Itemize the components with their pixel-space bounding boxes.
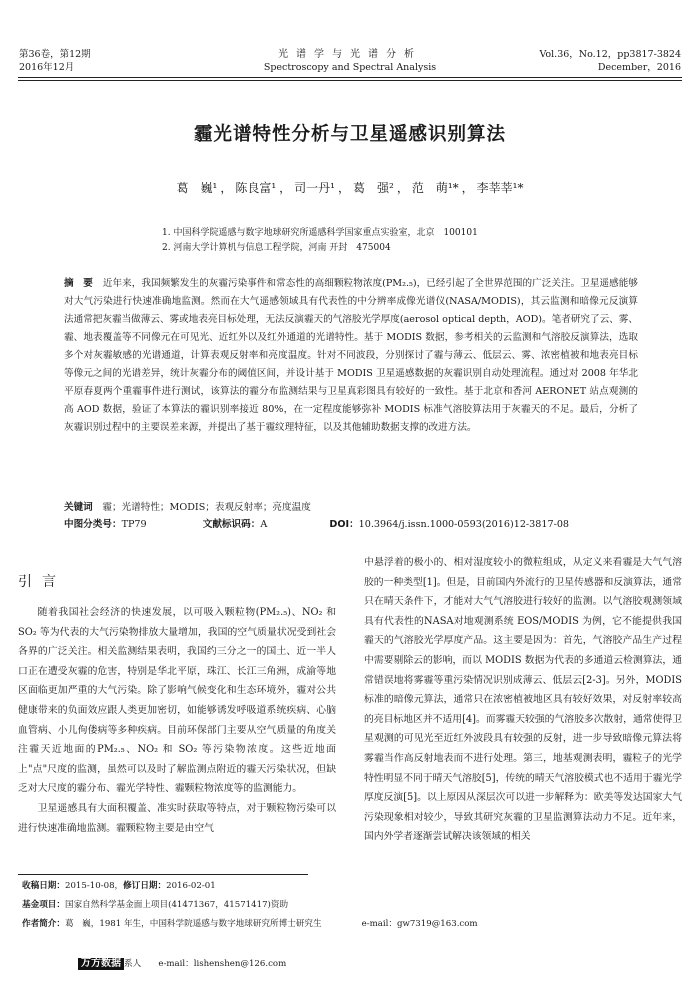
section-heading: 引言 xyxy=(18,574,66,590)
author-list: 葛 巍¹ ， 陈良富¹ ， 司一丹¹ ， 葛 强² ， 范 萌¹* ， 李莘莘¹* xyxy=(176,181,524,195)
doi-label: DOI： xyxy=(329,519,359,530)
paragraph: 卫星遥感具有大面积覆盖、准实时获取等特点，对于颗粒物污染可以进行快速准确地监测。霾颗粒物主要是由空气 xyxy=(18,802,336,834)
volume-pages: Vol.36，No.12，pp3817-3824 xyxy=(539,49,681,60)
clc-value: TP79 xyxy=(121,519,147,530)
wanfang-watermark: 万方数据 xyxy=(78,958,124,970)
keywords-text: 霾；光谱特性；MODIS；表观反射率；亮度温度 xyxy=(102,502,311,513)
author: 范 萌¹* xyxy=(411,181,459,195)
received-date: 2015-10-08， xyxy=(64,881,124,891)
keywords xyxy=(64,500,664,516)
classification-line xyxy=(64,517,664,533)
abstract xyxy=(64,275,638,437)
author: 陈良富¹ xyxy=(235,181,277,195)
doc-code-label: 文献标识码： xyxy=(202,519,261,530)
clc-label: 中图分类号： xyxy=(64,519,122,530)
affiliation-2: 2. 河南大学计算机与信息工程学院，河南 开封 475004 xyxy=(162,243,391,253)
volume-issue: 第36卷，第12期 xyxy=(19,49,91,60)
paragraph: 随着我国社会经济的快速发展，以可吸入颗粒物(PM₂.₅)、NO₂ 和 SO₂ 等为代表的大气污染物排放大量增加，我国的空气质量状况受到社会各界的广泛关注。相关监测结果表明，我国约三分之一的国土、近一半人口正在遭受灰霾的危害，特别是华北平原，珠江、长江三角洲，成渝等地区面临更加严重的大气污染。除了影响气候变化和生态环境外，霾对公共健康带来的负面效应跟人类更加密切，如能够诱发呼吸道系统疾病、心脑血管病、小儿佝偻病等多种疾病。目前环保部门主要从空气质量的角度关注霾天近地面的PM₂.₅、NO₂ 和 SO₂ 等污染物浓度。这些近地面上"点"尺度的监测，虽然可以及时了解监测点附近的霾天污染状况，但缺乏对大尺度的霾分布、霾光学特性、霾颗粒物浓度等的监测能力。 xyxy=(18,607,336,795)
abstract-text: 近年来，我国频繁发生的灰霾污染事件和常态性的高细颗粒物浓度(PM₂.₅)，已经引起了全世界范围的广泛关注。卫星遥感能够对大气污染进行快速准确地监测。然而在大气遥感领域具有代表性的中分辨率成像光谱仪(NASA/MODIS)，其云监测和暗像元反演算法通常把灰霾当做薄云、雾或地表亮目标处理，无法反演霾天的气溶胶光学厚度(aerosol optical depth，AOD)。笔者研究了云、雾、霾、地表覆盖等不同像元在可见光、近红外以及红外通道的光谱特性。基于 MODIS 数据，参考相关的云监测和气溶胶反演算法，选取多个对灰霾敏感的光谱通道，计算表观反射率和亮度温度。针对不同波段，分别探讨了霾与薄云、低层云、雾、浓密植被和地表亮目标等像元之间的光谱差异，统计灰霾分布的阈值区间，并设计基于 MODIS 卫星遥感数据的灰霾识别自动处理流程。通过对 2008 年华北平原春夏两个重霾事件进行测试，该算法的霾分布监测结果与卫星真彩图具有较好的一致性。基于北京和香河 AERONET 站点观测的高 AOD 数据，验证了本算法的霾识别率接近 80%，在一定程度能够弥补 MODIS 标准气溶胶算法用于灰霾天的不足。最后，分析了灰霾识别过程中的主要误差来源，并提出了基于霾纹理特征，以及其他辅助数据支撑的改进方法。 xyxy=(64,278,638,433)
header-rule-bottom xyxy=(18,80,682,81)
keywords-label: 关键词 xyxy=(64,502,93,513)
author-bio: 葛 巍，1981 年生，中国科学院遥感与数字地球研究所博士研究生 xyxy=(64,919,322,929)
paper-title: 霾光谱特性分析与卫星遥感识别算法 xyxy=(193,124,506,145)
footnote-rule xyxy=(18,874,308,875)
revised-date: 2016-02-01 xyxy=(166,881,216,891)
header-rule-top xyxy=(18,77,682,78)
footnote-author xyxy=(22,918,682,930)
author-bio-label: 作者简介： xyxy=(22,919,65,929)
doc-code-value: A xyxy=(260,519,268,530)
doi-value: 10.3964/j.issn.1000-0593(2016)12-3817-08 xyxy=(358,519,570,530)
fund-text: 国家自然科学基金面上项目(41471367，41571417)资助 xyxy=(64,900,289,910)
footnote-fund xyxy=(22,899,288,911)
abstract-label: 摘 要 xyxy=(64,278,93,289)
paragraph: 中悬浮着的极小的、相对湿度较小的微粒组成，从定义来看霾是大气气溶胶的一种类型[1]。但是，目前国内外流行的卫星传感器和反演算法，通常只在晴天条件下，才能对大气气溶胶进行较好的监测。以气溶胶观测领域具有代表性的NASA对地观测系统 EOS/MODIS 为例，它不能提供我国霾天的气溶胶光学厚度产品。这主要是因为：首先，气溶胶产品生产过程中需要剔除云的影响，而以 MODIS 数据为代表的多通道云检测算法，通常错误地将雾霾等重污染情况识别成薄云、低层云[2-3]。另外，MODIS 标准的暗像元算法，通常只在浓密植被地区具有较好效果，对反射率较高的亮目标地区并不适用[4]。而雾霾天较强的气溶胶多次散射，通常使得卫星观测的可见光至近红外波段具有较强的反射，进一步导致暗像元算法将雾霾当作高反射地表而不进行处理。第三，地基观测表明，霾粒子的光学特性明显不同于晴天气溶胶[5]，传统的晴天气溶胶模式也不适用于霾光学厚度反演[5]。以上原因从深层次可以进一步解释为：欧美等发达国家大气污染现象相对较少，导致其研究灰霾的卫星监测算法动力不足。近年来，国内外学者逐渐尝试解决该领域的相关 xyxy=(364,557,682,843)
footnote-dates xyxy=(22,880,216,892)
issue-date: 2016年12月 xyxy=(19,62,75,73)
corresponding-author: 系人 e-mail：lishenshen@126.com xyxy=(124,959,287,969)
revised-label: 修订日期： xyxy=(123,881,167,891)
author: 葛 强² xyxy=(353,181,394,195)
received-label: 收稿日期： xyxy=(22,881,65,891)
date-en: December，2016 xyxy=(597,62,681,73)
author-email: e-mail：gw7319@163.com xyxy=(361,919,478,929)
body-column-right xyxy=(364,553,682,847)
author: 李莘莘¹* xyxy=(476,181,524,195)
journal-volume-en xyxy=(539,48,681,74)
affiliation-1: 1. 中国科学院遥感与数字地球研究所遥感科学国家重点实验室，北京 100101 xyxy=(162,228,478,238)
author: 葛 巍¹ xyxy=(176,181,218,195)
journal-name-en: Spectroscopy and Spectral Analysis xyxy=(263,62,437,73)
fund-label: 基金项目： xyxy=(22,900,65,910)
author: 司一丹¹ xyxy=(294,181,335,195)
body-column-left xyxy=(18,603,336,838)
journal-name-cn: 光谱学与光谱分析 xyxy=(278,49,422,60)
